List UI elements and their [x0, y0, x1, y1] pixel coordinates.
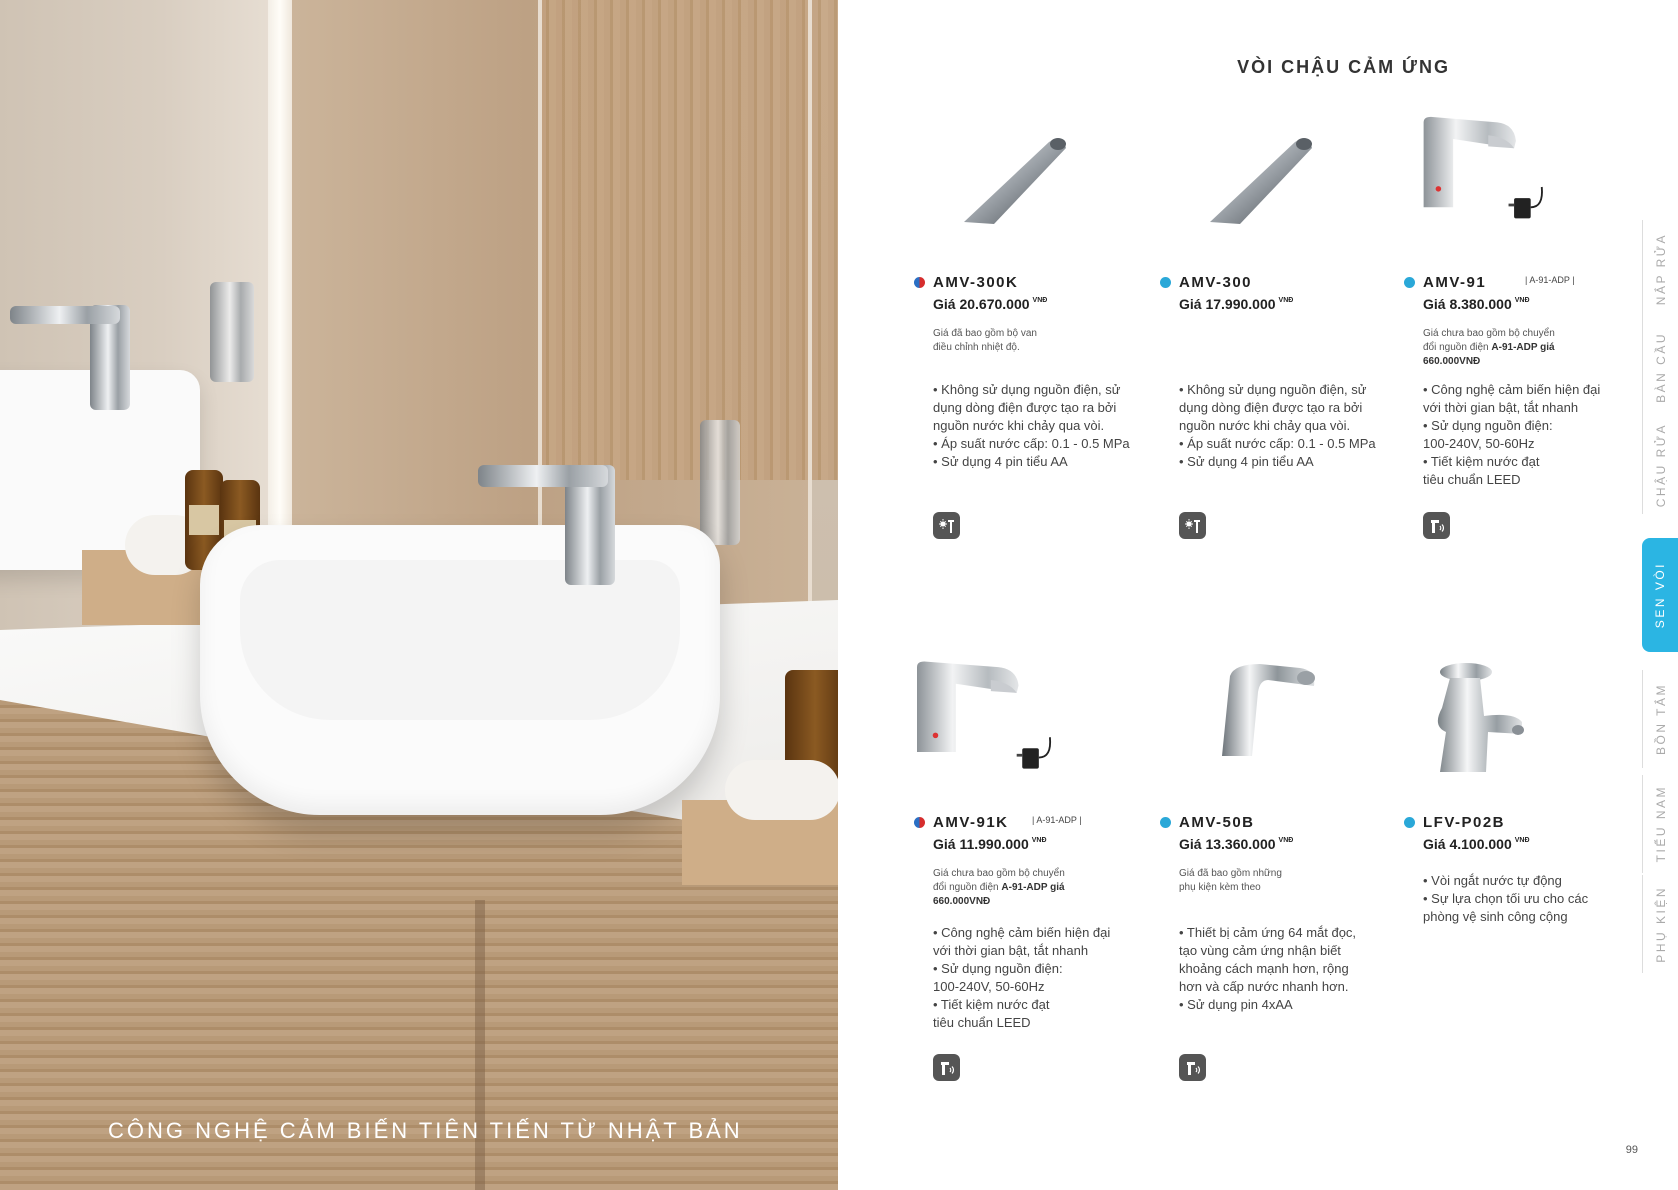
price-note: Giá đã bao gồm bộ van điều chỉnh nhiệt độ. [933, 328, 1037, 353]
price-note: Giá chưa bao gồm bộ chuyển đổi nguồn điện A-91-ADP giá 660.000VNĐ [933, 868, 1065, 907]
sensor-icon [933, 1054, 960, 1081]
faucet-image [914, 656, 1064, 776]
tab-bon-tam[interactable]: BỒN TẮM [1642, 670, 1678, 768]
product-description: • Công nghệ cảm biến hiện đại với thời gian bật, tắt nhanh • Sử dụng nguồn điện: 100-240V, 50-60Hz • Tiết kiệm nước đạt tiêu chuẩn LEED [1423, 382, 1601, 487]
price-note: Giá chưa bao gồm bộ chuyển đổi nguồn điện A-91-ADP giá 660.000VNĐ [1423, 328, 1555, 367]
cold-water-dot-icon [1160, 817, 1171, 828]
cold-water-dot-icon [1404, 817, 1415, 828]
adapter-code: | A-91-ADP | [1525, 275, 1575, 285]
faucet-image [1200, 130, 1350, 250]
product-description: • Công nghệ cảm biến hiện đại với thời gian bật, tắt nhanh • Sử dụng nguồn điện: 100-240V, 50-60Hz • Tiết kiệm nước đạt tiêu chuẩn LEED [933, 925, 1111, 1030]
faucet-image [1190, 656, 1340, 776]
price-note: Giá đã bao gồm những phụ kiện kèm theo [1179, 868, 1282, 893]
cold-water-dot-icon [1160, 277, 1171, 288]
page-number: 99 [1625, 1144, 1638, 1156]
temperature-dot-icon [914, 817, 925, 828]
tab-nap-rua[interactable]: NẮP RỬA [1642, 220, 1678, 318]
sensor-icon [1423, 512, 1450, 539]
cold-water-dot-icon [1404, 277, 1415, 288]
sensor-icon [1179, 1054, 1206, 1081]
tab-chau-rua[interactable]: CHẬU RỬA [1642, 416, 1678, 514]
tab-ban-cau[interactable]: BÀN CẦU [1642, 318, 1678, 416]
temperature-dot-icon [914, 277, 925, 288]
faucet-image [1414, 656, 1564, 776]
faucet-image [1404, 115, 1554, 235]
product-page: VÒI CHẬU CẢM ỨNG AMV-300K Giá 20.670.000 $^{VNĐ}$ Giá đã bao gồm bộ van điều chỉnh nhiệt độ. • Không sử dụng nguồn điện, sử dụng dòng điện được tạo ra bởi nguồn nước khi chảy qua vòi. • Áp suất nước cấp: 0.1 - 0.5 MPa • Sử dụng 4 pin tiểu AA AMV-300 Giá 17.990.000 $^{VNĐ}$ • Không sử dụng nguồn điện, sử dụng dòng điện được tạo ra bởi nguồn nước khi chảy qua vòi. • Áp suất nước cấp: 0.1 - 0.5 MPa • Sử dụng 4 pin tiểu AA AMV-91 | A-91-ADP | Giá 8.380.000 $^{VNĐ}$ Giá chưa bao gồm bộ chuyển đổi nguồn điện A-91-ADP giá 660.000VNĐ • Công nghệ cảm biến hiện đại với thời gian bật, tắt nhanh • Sử dụng nguồn điện: 100-240V, 50-60Hz • Tiết kiệm nước đạt tiêu chuẩn LEED AMV-91K | A-91-ADP | Giá 11.990.000 $^{VNĐ}$ Giá chưa bao gồm bộ chuyển đổi nguồn điện A-91-ADP giá 660.000VNĐ • Công nghệ cảm biến hiện đại với thời gian bật, tắt nhanh • Sử dụng nguồn điện: 100-240V, 50-60Hz • Tiết kiệm nước đạt tiêu chuẩn LEED AMV-50B Giá 13.360.000 $^{VNĐ}$ Giá đã bao gồm những phụ kiện kèm theo • Thiết bị cảm ứng 64 mắt đọc, tạo vùng cảm ứng nhận biết khoảng cách mạnh hơn, rộng hơn và cấp nước nhanh hơn. • Sử dụng pin 4xAA LFV-P02B Giá 4.100.000 $^{VNĐ}$ • Vòi ngắt nước tự động • Sự lựa chọn tối ưu cho các phòng vệ sinh công cộng NẮP RỬA BÀN CẦU CHẬU RỬA SEN VÒI BỒN TẮM TIỂU NAM PHỤ KIỆN 99 [838, 0, 1678, 1190]
page-title: VÒI CHẬU CẢM ỨNG [1237, 57, 1450, 77]
product-description: • Thiết bị cảm ứng 64 mắt đọc, tạo vùng cảm ứng nhận biết khoảng cách mạnh hơn, rộng hơn và cấp nước nhanh hơn. • Sử dụng pin 4xAA [1179, 925, 1357, 1012]
tab-sen-voi[interactable]: SEN VÒI [1642, 538, 1678, 652]
product-description: • Không sử dụng nguồn điện, sử dụng dòng điện được tạo ra bởi nguồn nước khi chảy qua vòi. • Áp suất nước cấp: 0.1 - 0.5 MPa • Sử dụng 4 pin tiểu AA [1179, 382, 1376, 469]
battery-sensor-icon [1179, 512, 1206, 539]
photo-caption: CÔNG NGHỆ CẢM BIẾN TIÊN TIẾN TỪ NHẬT BẢN [108, 1118, 743, 1143]
tab-tieu-nam[interactable]: TIỂU NAM [1642, 775, 1678, 873]
adapter-code: | A-91-ADP | [1032, 815, 1082, 825]
product-description: • Không sử dụng nguồn điện, sử dụng dòng điện được tạo ra bởi nguồn nước khi chảy qua vòi. • Áp suất nước cấp: 0.1 - 0.5 MPa • Sử dụng 4 pin tiểu AA [933, 382, 1130, 469]
tab-phu-kien[interactable]: PHỤ KIỆN [1642, 875, 1678, 973]
bathroom-photo [0, 0, 838, 1190]
product-description: • Vòi ngắt nước tự động • Sự lựa chọn tối ưu cho các phòng vệ sinh công cộng [1423, 873, 1589, 924]
battery-sensor-icon [933, 512, 960, 539]
faucet-image [954, 130, 1104, 250]
